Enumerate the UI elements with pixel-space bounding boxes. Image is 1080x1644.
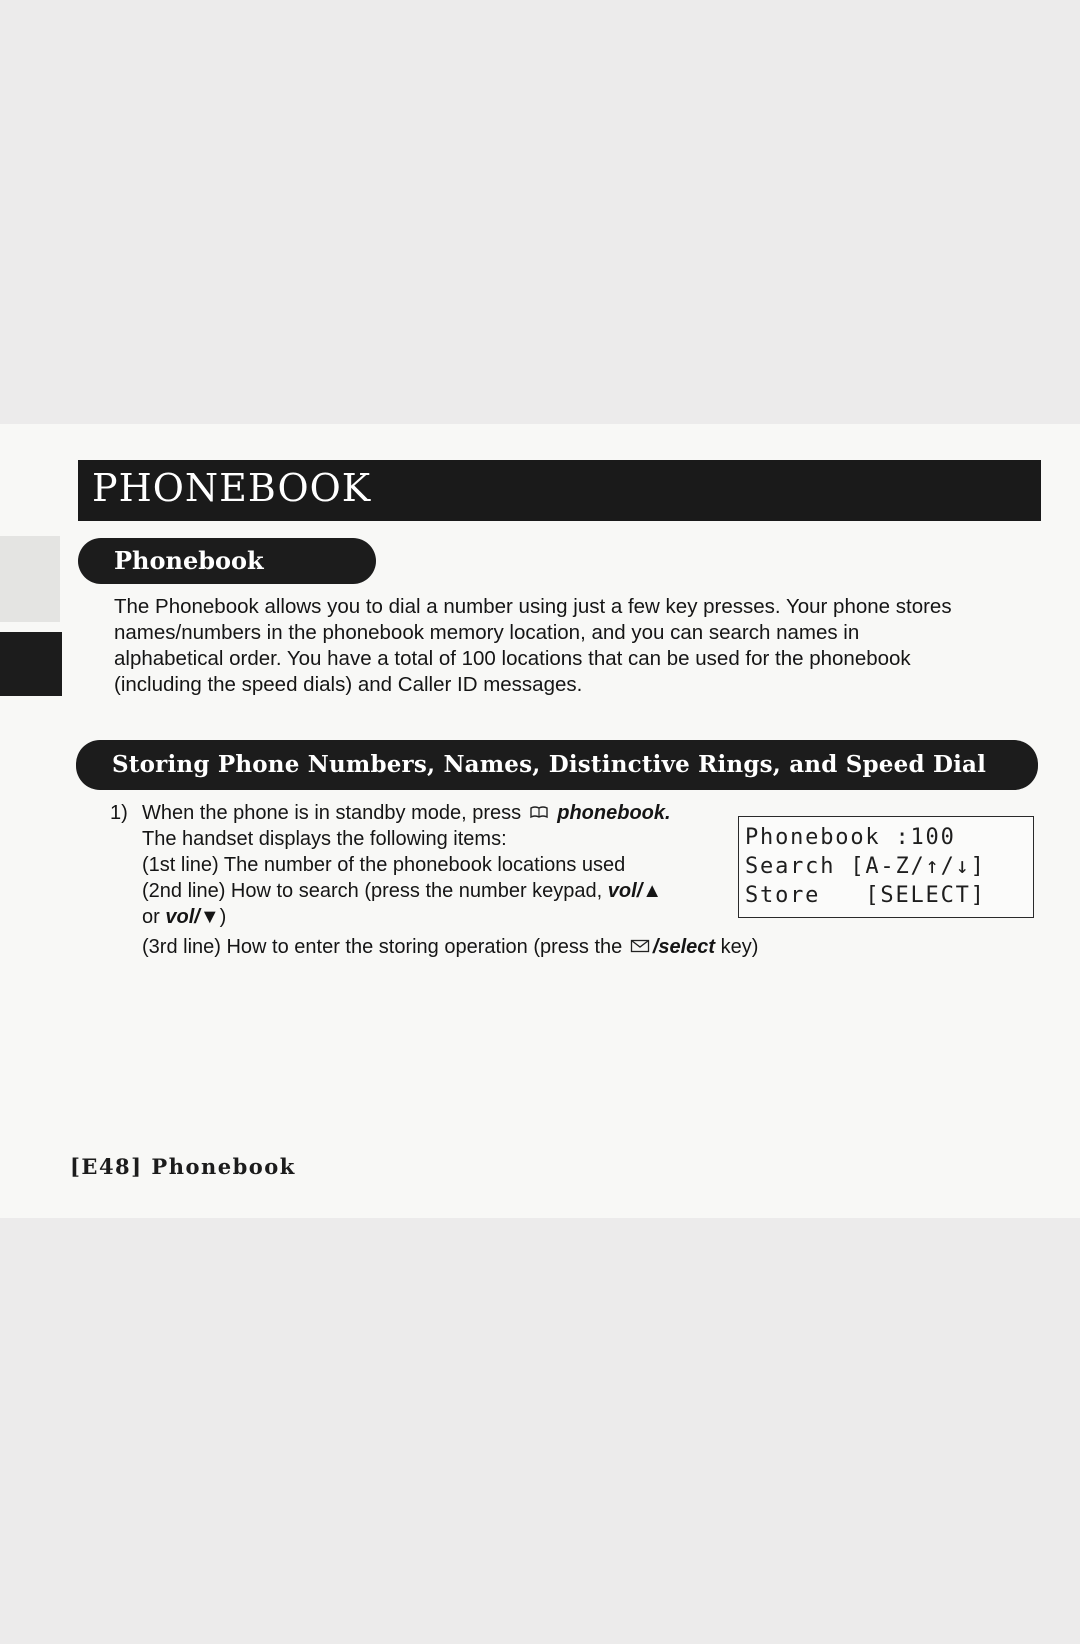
step-text: When the phone is in standby mode, press <box>142 802 522 824</box>
intro-line: The Phonebook allows you to dial a number using just a few key presses. Your phone stores <box>114 595 952 618</box>
step-text: (2nd line) How to search (press the number keypad, <box>142 880 603 902</box>
step-text: ) <box>219 906 227 928</box>
title-bar <box>78 460 1041 521</box>
edge-shadow <box>0 536 60 622</box>
page-title: PHONEBOOK <box>92 466 372 510</box>
step-line <box>142 904 742 930</box>
step-number: 1) <box>110 802 128 824</box>
vol-down-key-label: vol/▼ <box>165 906 220 928</box>
page-footer: [E48] Phonebook <box>70 1154 296 1179</box>
display-line: Search [A-Z/↑/↓] <box>745 854 986 879</box>
intro-line: alphabetical order. You have a total of 100 locations that can be used for the phonebook <box>114 647 911 670</box>
step-line: The handset displays the following items: <box>142 828 507 850</box>
book-icon <box>529 800 549 826</box>
step-line <box>142 800 742 826</box>
display-line: Phonebook :100 <box>745 825 956 850</box>
step-text: or <box>142 906 160 928</box>
envelope-icon <box>630 934 650 960</box>
display-line: Store [SELECT] <box>745 883 986 908</box>
step-line: (1st line) The number of the phonebook locations used <box>142 854 626 876</box>
step-text: key) <box>720 936 759 958</box>
vol-up-key-label: vol/▲ <box>607 880 663 902</box>
page-edge-tab <box>0 632 62 696</box>
section-heading-storing: Storing Phone Numbers, Names, Distinctive Rings, and Speed Dial <box>76 740 1038 790</box>
step-line-3rd <box>142 934 758 960</box>
select-key-label: /select <box>652 936 716 958</box>
step-text: (3rd line) How to enter the storing operation (press the <box>142 936 623 958</box>
intro-line: (including the speed dials) and Caller ID messages. <box>114 673 583 696</box>
intro-line: names/numbers in the phonebook memory location, and you can search names in <box>114 621 860 644</box>
intro-paragraph <box>114 594 1044 698</box>
manual-page <box>0 424 1080 1218</box>
handset-display <box>738 816 1034 918</box>
step-1-lines <box>142 800 742 930</box>
phonebook-key-label: phonebook. <box>557 802 671 824</box>
section-heading-phonebook: Phonebook <box>78 538 376 584</box>
step-line <box>142 878 742 904</box>
